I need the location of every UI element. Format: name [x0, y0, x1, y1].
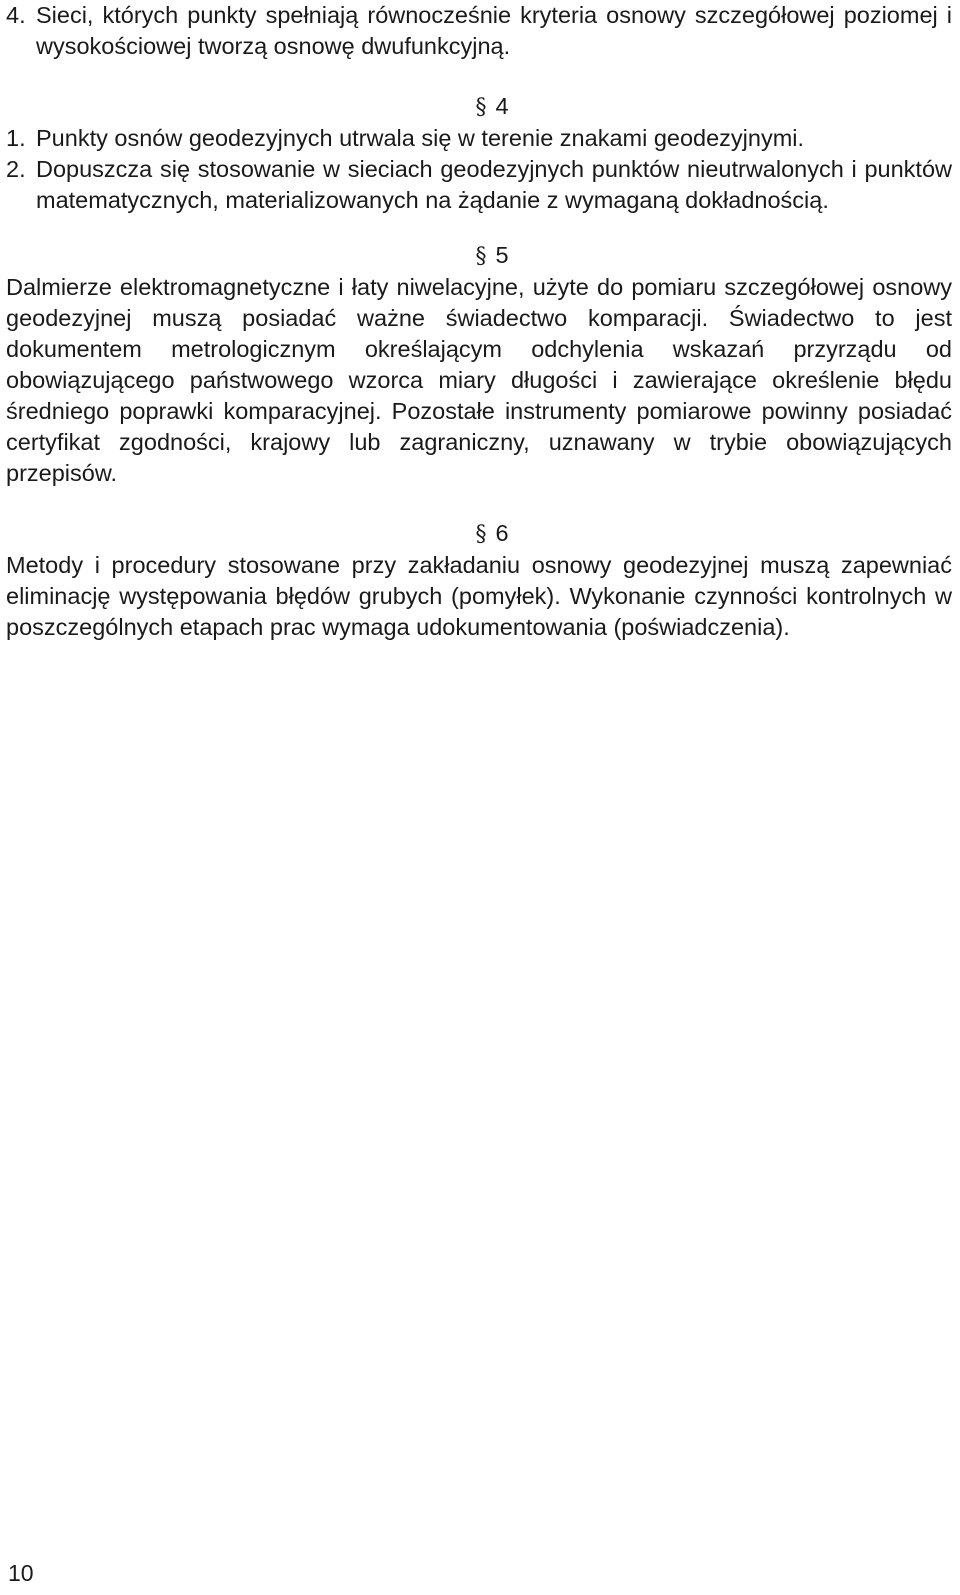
section-heading-6: [6, 518, 952, 550]
list-item: [6, 123, 952, 154]
section-sign: §: [475, 95, 487, 120]
item-text: Punkty osnów geodezyjnych utrwala się w terenie znakami geodezyjnymi.: [36, 125, 805, 151]
section-number: 6: [495, 520, 509, 546]
document-page: [6, 0, 952, 643]
item-text: Sieci, których punkty spełniają równocześnie kryteria osnowy szczegółowej poziomej i wysokościowej tworzą osnowę dwufunkcyjną.: [36, 2, 952, 59]
item-number: 2.: [6, 156, 26, 182]
item-text: Dopuszcza się stosowanie w sieciach geodezyjnych punktów nieutrwalonych i punktów matematycznych, materializowanych na żądanie z wymaganą dokładnością.: [36, 156, 952, 213]
section-6-paragraph: Metody i procedury stosowane przy zakładaniu osnowy geodezyjnej muszą zapewniać eliminację występowania błędów grubych (pomyłek). Wykonanie czynności kontrolnych w poszczególnych etapach prac wymaga udokumentowania (poświadczenia).: [6, 552, 952, 640]
item-number: 4.: [6, 2, 26, 28]
list-item: [6, 0, 952, 62]
section-sign: §: [475, 244, 487, 269]
list-item: [6, 154, 952, 216]
section-5-paragraph: Dalmierze elektromagnetyczne i łaty niwelacyjne, użyte do pomiaru szczegółowej osnowy geodezyjnej muszą posiadać ważne świadectwo komparacji. Świadectwo to jest dokumentem metrologicznym określającym odchylenia wskazań przyrządu od obowiązującego państwowego wzorca miary długości i zawierające określenie błędu średniego poprawki komparacyjnej. Pozostałe instrumenty pomiarowe powinny posiadać certyfikat zgodności, krajowy lub zagraniczny, uznawany w trybie obowiązujących przepisów.: [6, 274, 952, 486]
section-number: 5: [495, 242, 509, 268]
section-number: 4: [495, 93, 509, 119]
item-number: 1.: [6, 125, 26, 151]
section-heading-4: [6, 91, 952, 123]
section-sign: §: [475, 522, 487, 547]
section-heading-5: [6, 240, 952, 272]
page-number: 10: [8, 1560, 34, 1586]
